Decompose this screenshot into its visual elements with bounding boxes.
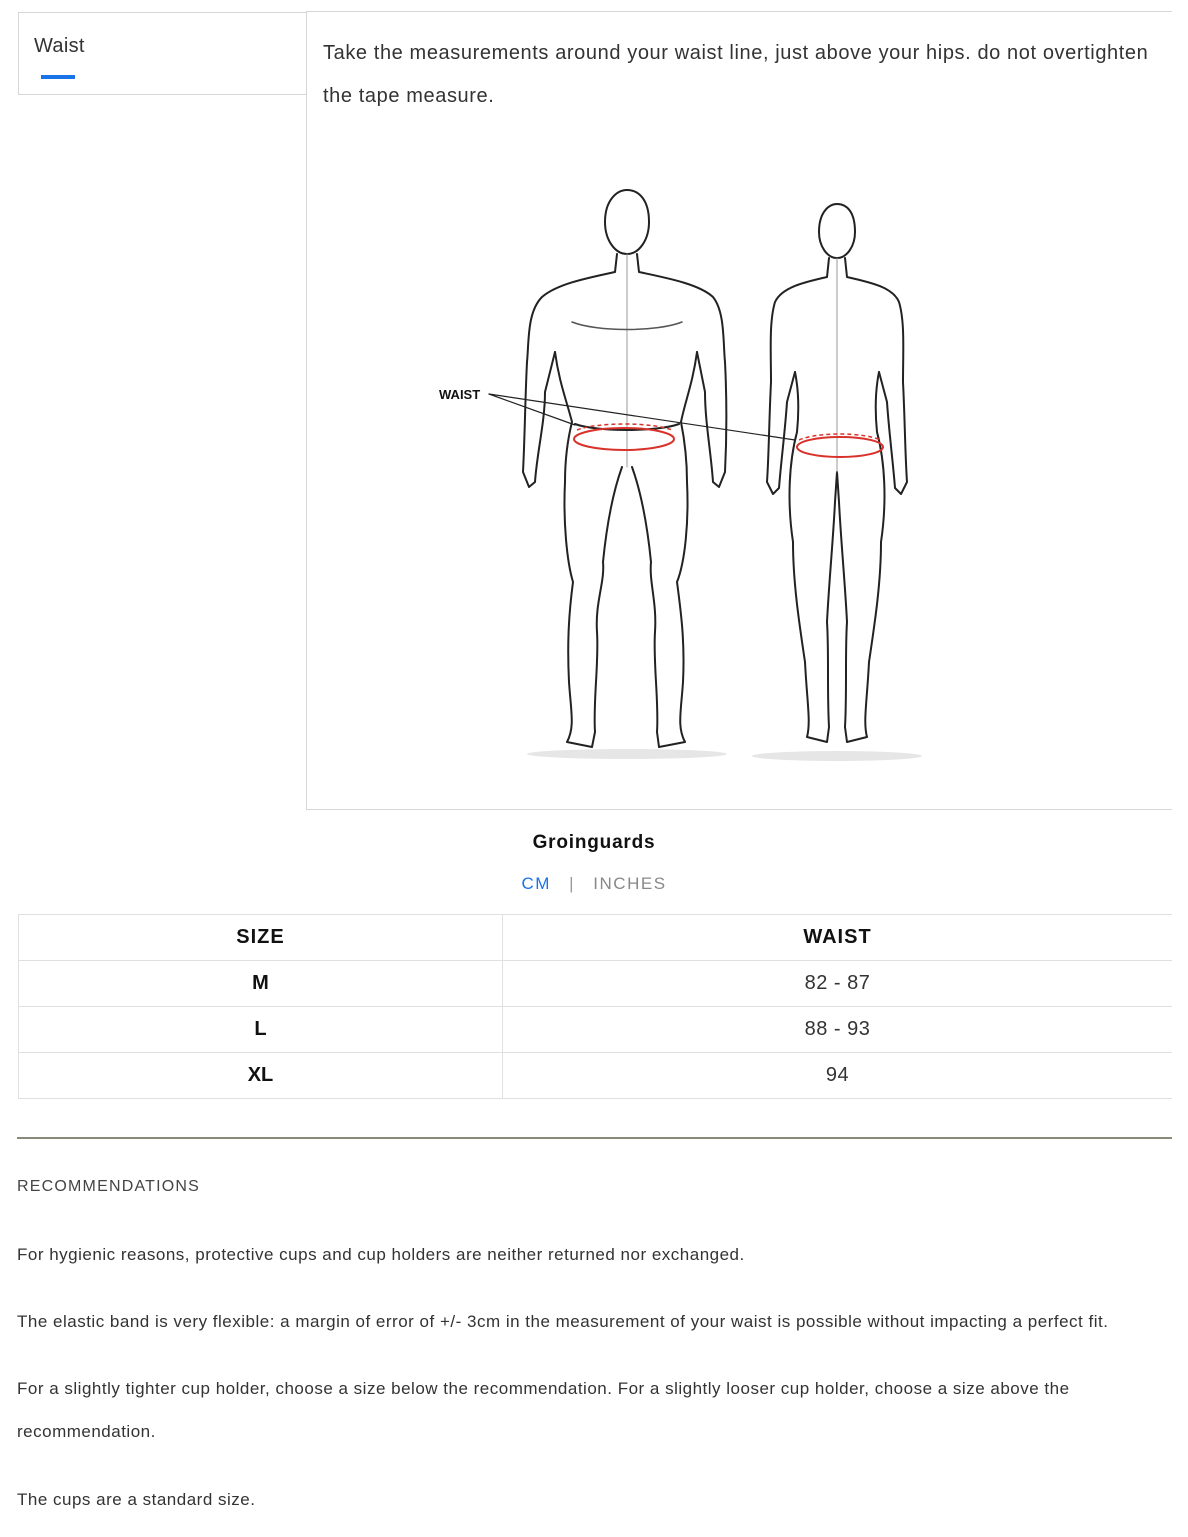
recommendation-item: The elastic band is very flexible: a margin of error of +/- 3cm in the measurement of your waist is possible without impacting a perfect fit. xyxy=(17,1312,1109,1331)
table-row xyxy=(19,1007,1173,1053)
size-chart-title: Groinguards xyxy=(532,832,656,853)
waist-callout-label: WAIST xyxy=(439,387,481,402)
unit-switcher xyxy=(0,874,1188,894)
unit-separator: | xyxy=(569,874,576,893)
unit-cm-toggle[interactable]: CM xyxy=(521,874,551,893)
measurement-panel xyxy=(306,11,1172,810)
header-size: SIZE xyxy=(19,915,503,961)
size-cell: XL xyxy=(19,1053,503,1099)
recommendations-title: RECOMMENDATIONS xyxy=(17,1178,201,1195)
male-figure-icon xyxy=(523,190,727,747)
size-cell: L xyxy=(19,1007,503,1053)
tab-waist[interactable] xyxy=(18,12,306,95)
size-table xyxy=(18,914,1172,1099)
tab-waist-label: Waist xyxy=(34,35,85,57)
recommendation-item: For a slightly tighter cup holder, choose a size below the recommendation. For a slightly looser cup holder, choose a size above the recommendation. xyxy=(17,1379,1070,1441)
waist-cell: 94 xyxy=(503,1053,1173,1099)
active-tab-indicator xyxy=(41,75,75,79)
unit-inches-toggle[interactable]: INCHES xyxy=(593,874,667,893)
body-measurement-illustration xyxy=(427,182,927,782)
section-divider xyxy=(17,1137,1172,1139)
size-cell: M xyxy=(19,961,503,1007)
waist-cell: 82 - 87 xyxy=(503,961,1173,1007)
header-waist: WAIST xyxy=(503,915,1173,961)
recommendation-item: For hygienic reasons, protective cups and cup holders are neither returned nor exchanged. xyxy=(17,1245,745,1264)
waist-cell: 88 - 93 xyxy=(503,1007,1173,1053)
table-row xyxy=(19,1053,1173,1099)
female-figure-icon xyxy=(767,204,907,742)
table-header-row xyxy=(19,915,1173,961)
recommendation-item: The cups are a standard size. xyxy=(17,1490,256,1509)
table-row xyxy=(19,961,1173,1007)
measurement-description: Take the measurements around your waist line, just above your hips. do not overtighten the tape measure. xyxy=(323,42,1149,107)
